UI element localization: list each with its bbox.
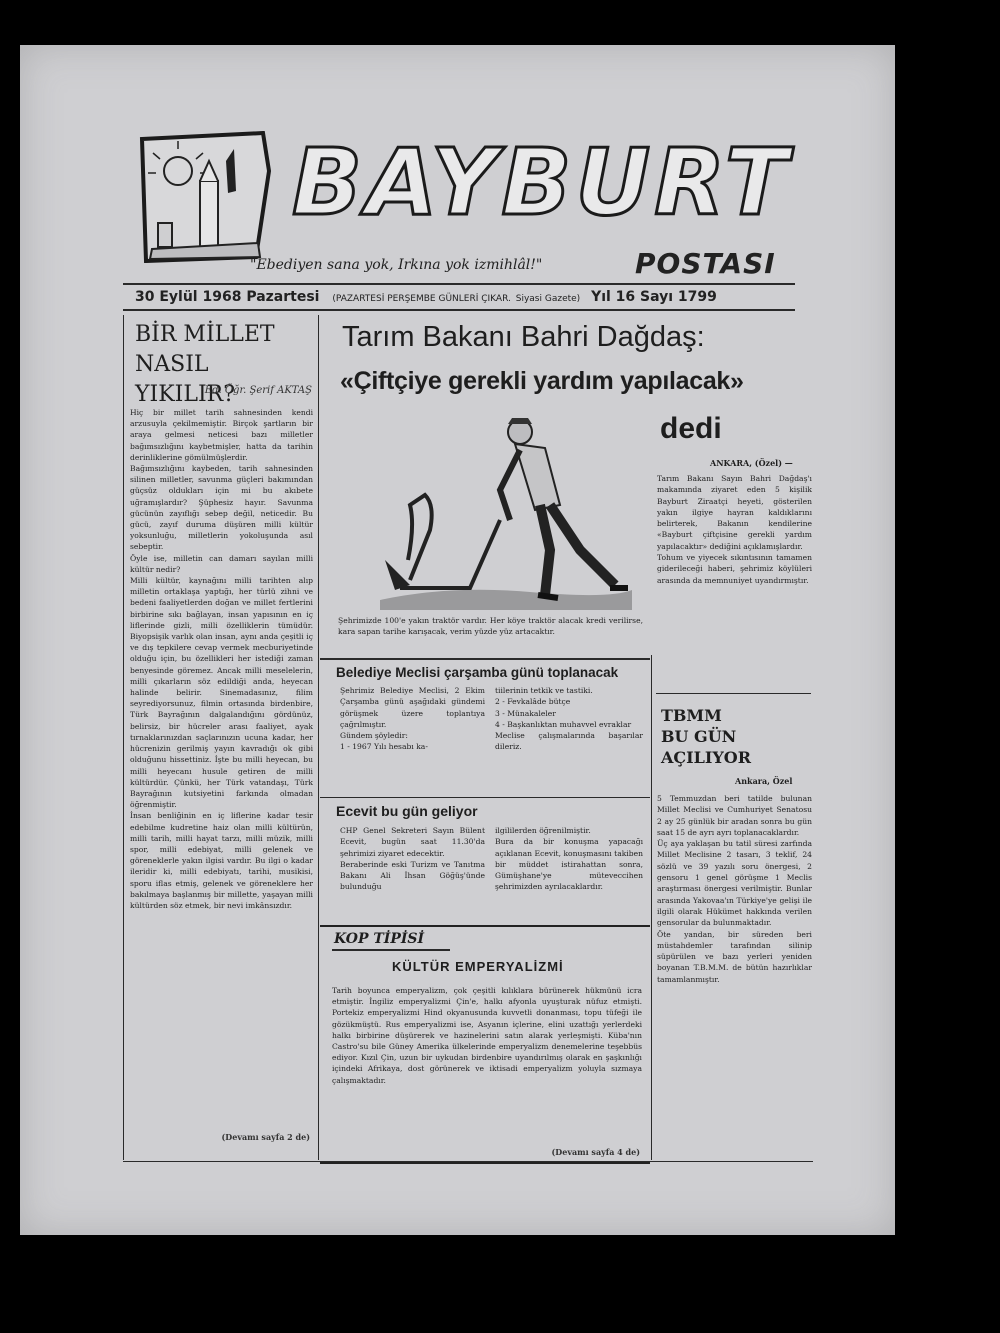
left-article-body: Hiç bir millet tarih sahnesinden kendi arzusuyla çekilmemiştir. Birçok şartların bir araya gelmesi neticesi bazı milletler bağımsızlığını kaybetmişler, hatta da tarihin derinliklerine gömülmüşlerdir. Bağımsızlığını kaybeden, tarih sahnesinden silinen milletler, savunma güçleri bakımından güçsüz oldukları için mi bu akıbete uğramışlardır? Şüphesiz hayır. Savunma gücünün zayıflığı sebep değil, neticedir. Bu gücü, zayıf duruma düşüren milli kültür yoksunluğu, milletlerin yokoluşunda asıl sebeptir. Öyle ise, milletin can damarı sayılan milli kültür nedir? Milli kültür, kaynağını milli tarihten alıp milletin ortaklaşa yaptığı, her türlü zihni ve bedeni faaliyetlerden doğan ve millet fertlerini birbirine sıkı bağlayan, insan yapısının en iç liflerinde gizli, milli özelliklerin tümüdür. Biyopsişik varlık olan insan, aynı anda çeşitli iç ve dış tepkilere cevap vermek mecburiyetinde olduğu için, bu özellikleri her istediği zaman benyesinde göremez. Ancak milli meselelerin, milli çıkarların söz edildiği anda, heyecan halinde belirir. Sinemadasınız, filim seyrediyorsunuz, filmin ortasında birdenbire, Türk Bayrağının dalgalandığını gördünüz, belirsiz, bir hücreler arası faaliyet, ayak tırnaklarınızdan saçlarınızın ucuna kadar, her hücrenizin gerilmiş yayın kavradığı ok gibi olduğunu hissettiniz. İşte bu milli heyecan, bu milli heyecanı husule getiren de milli kültürdür. Çünkü, her Türk vatandaşı, Türk Bayrağının kutsiyetini farkında olmadan öğrenmiştir. İnsan benliğinin en iç liflerine kadar tesir edebilme kudretine haiz olan milli kültürün, milli tarih, milli hayat tarzı, milli müzik, milli spor, milli edebiyat, milli gelenek ve göreneklerle yakın ilgisi vardır. Bu ilgi o kadar ileridir ki, milli edebiyatı, tarihi, musikisi, sporu iflas etmiş, gelenek ve göreneklere her bakılmaya başlanmış bir millette, yaşayan milli kültürden söz etmek, bir nevi imkânsızdır. <box>130 408 313 910</box>
left-column-border <box>123 315 124 1160</box>
left-article-title <box>135 320 315 410</box>
ecevit-column-2: ilgililerden öğrenilmiştir. Bura da bir konuşma yapacağı açıklanan Ecevit, konuşmasını takiben bir müddet istirahattan sonra, Gümüşhane'ye müteveccihen şehrimizden ayrılacaklardır. <box>495 826 643 892</box>
kop-tipisi-label: KOP TİPİSİ <box>334 931 425 947</box>
kop-body: Tarih boyunca emperyalizm, çok çeşitli kılıklara bürünerek hükmünü icra etmiştir. İngiliz emperyalizmi Çin'e, halkı afyonla uyuşturak nüfuz etmişti. Portekiz emperyalizmi Hind okyanusunda kuvvetli donanması, topu tüfeği ile gözükmüştü. Rus emperyalizmi ise, Asyanın içlerine, elini uzattığı yerlerdeki halkı birbirine düşürerek ve hazinelerini satın alarak yerleşmişti. Küba'nın Castro'su bile Güney Amerika ülkelerinde emperyalizm denemelerine teşebbüs ediyor. Kızıl Çin, uzun bir uykudan birdenbire uyandırılmış olarak en şaşkınlığı içindeki Afrikaya, dost görünerek ve iktisadi emperyalizm yoluyla sızmaya çalışmaktadır. <box>332 986 642 1085</box>
tbmm-headline-line3: AÇILIYOR <box>661 748 752 767</box>
belediye-column-1: Şehrimiz Belediye Meclisi, 2 Ekim Çarşamba günü aşağıdaki gündemi görüşmek üzere toplantıya çağrılmıştır. Gündem şöyledir: 1 - 1967 Yılı hesabı ka- <box>340 686 485 752</box>
ecevit-column-1: CHP Genel Sekreteri Sayın Bülent Ecevit, bugün saat 11.30'da şehrimizi ziyaret edecektir. Beraberinde eski Turizm ve Tanıtma Bakanı Ali İhsan Göğüş'ünde bulunduğu <box>340 826 485 892</box>
logo-emblem <box>138 131 273 263</box>
main-subheadline: «Çiftçiye gerekli yardım yapılacak» <box>340 367 744 395</box>
masthead-title: BAYBURT <box>292 129 792 236</box>
publication-schedule: (PAZARTESİ PERŞEMBE GÜNLERİ ÇIKAR. <box>332 294 511 304</box>
kop-continued: (Devamı sayfa 4 de) <box>551 1147 640 1157</box>
left-article-byline: Ed. Öğr. Şerif AKTAŞ <box>204 385 312 396</box>
tbmm-headline <box>661 705 751 768</box>
kop-label-underline <box>332 949 450 951</box>
left-article-title-line2: NASIL YIKILIR? <box>135 352 235 407</box>
farmer-plowing-illustration <box>370 410 635 615</box>
main-article-body: Tarım Bakanı Sayın Bahri Dağdaş'ı makamında ziyaret eden 5 kişilik Bayburt Ziraatçi heyeti, gösterilen yakın ilgiye hayran kaldıklarını belirterek, Bakanın kendilerine «Bayburt çiftçisine gerekli yardım yapılacaktır» dediğini açıklamışlardır. Tohum ve yiyecek sıkıntısının tamamen giderileceği haberi, şehrimiz köylüleri arasında da memnuniyet uyandırmıştır. <box>657 474 812 585</box>
kop-tipisi-box <box>320 925 650 1164</box>
ecevit-top-rule <box>320 797 650 798</box>
belediye-headline: Belediye Meclisi çarşamba günü toplanacak <box>336 665 619 680</box>
masthead-rule <box>123 283 795 285</box>
issue-date: 30 Eylül 1968 Pazartesi <box>135 289 320 305</box>
tbmm-headline-line2: BU GÜN <box>661 727 737 746</box>
paper-type: Siyasi Gazete <box>515 294 577 304</box>
belediye-top-rule <box>320 658 650 660</box>
main-headline: Tarım Bakanı Bahri Dağdaş: <box>342 321 705 353</box>
masthead-motto: "Ebediyen sana yok, Irkına yok izmihlâl!" <box>250 257 543 273</box>
belediye-column-2: tiilerinin tetkik ve tastiki. 2 - Fevkalâde bütçe 3 - Münakaleler 4 - Başkanlıktan muhavvel evraklar Meclise çalışmalarında başarılar dileriz. <box>495 686 643 752</box>
tbmm-headline-line1: TBMM <box>661 706 722 725</box>
tbmm-dateline: Ankara, Özel <box>735 776 793 786</box>
issue-number: Yıl 16 Sayı 1799 <box>591 289 717 305</box>
kop-headline: KÜLTÜR EMPERYALİZMİ <box>392 959 564 974</box>
newspaper-page <box>20 45 895 1235</box>
dateline-bar: 30 Eylül 1968 Pazartesi (PAZARTESİ PERŞEMBE GÜNLERİ ÇIKAR. Siyasi Gazete) Yıl 16 Sayı 1799 <box>135 289 717 305</box>
center-right-divider <box>651 655 652 1160</box>
main-headline-dedi: dedi <box>660 412 722 445</box>
tbmm-body: 5 Temmuzdan beri tatilde bulunan Millet Meclisi ve Cumhuriyet Senatosu 2 ay 25 günlük bir aradan sonra bu gün saat 15 de ayrı ayrı toplanacaklardır. Üç aya yaklaşan bu tatil süresi zarfında Millet Meclisine 2 tasarı, 3 teklif, 24 sözlü ve 39 yazılı soru önergesi, 2 gensoru 1 genel görüşme 1 Meclis araştırması önergesi verilmiştir. Bunlar arasında Yakovaa'ın Türkiye'ye gelişi ile ilgili olarak Hükümet hakkında verilen gensorular da bulunmaktadır. Öte yandan, bir süreden beri müstahdemler tarafından silinip süpürülen ve bazı yerleri yeniden boyanan T.B.M.M. de bütün hazırlıklar tamamlanmıştır. <box>657 794 812 984</box>
masthead-subtitle: POSTASI <box>635 247 776 280</box>
left-column-divider <box>318 315 319 1160</box>
page-bottom-rule <box>123 1161 813 1162</box>
left-article-title-line1: BİR MİLLET <box>135 322 275 347</box>
illustration-caption: Şehrimizde 100'e yakın traktör vardır. Her köye traktör alacak kredi verilirse, kara sapan tarihe karışacak, verim yüzde yüz artacaktır. <box>338 616 643 636</box>
left-article-continued: (Devamı sayfa 2 de) <box>221 1132 310 1142</box>
main-article-dateline: ANKARA, (Özel) — <box>710 458 793 468</box>
dateline-rule <box>123 309 795 311</box>
tbmm-top-rule <box>656 693 811 694</box>
ecevit-headline: Ecevit bu gün geliyor <box>336 803 478 819</box>
